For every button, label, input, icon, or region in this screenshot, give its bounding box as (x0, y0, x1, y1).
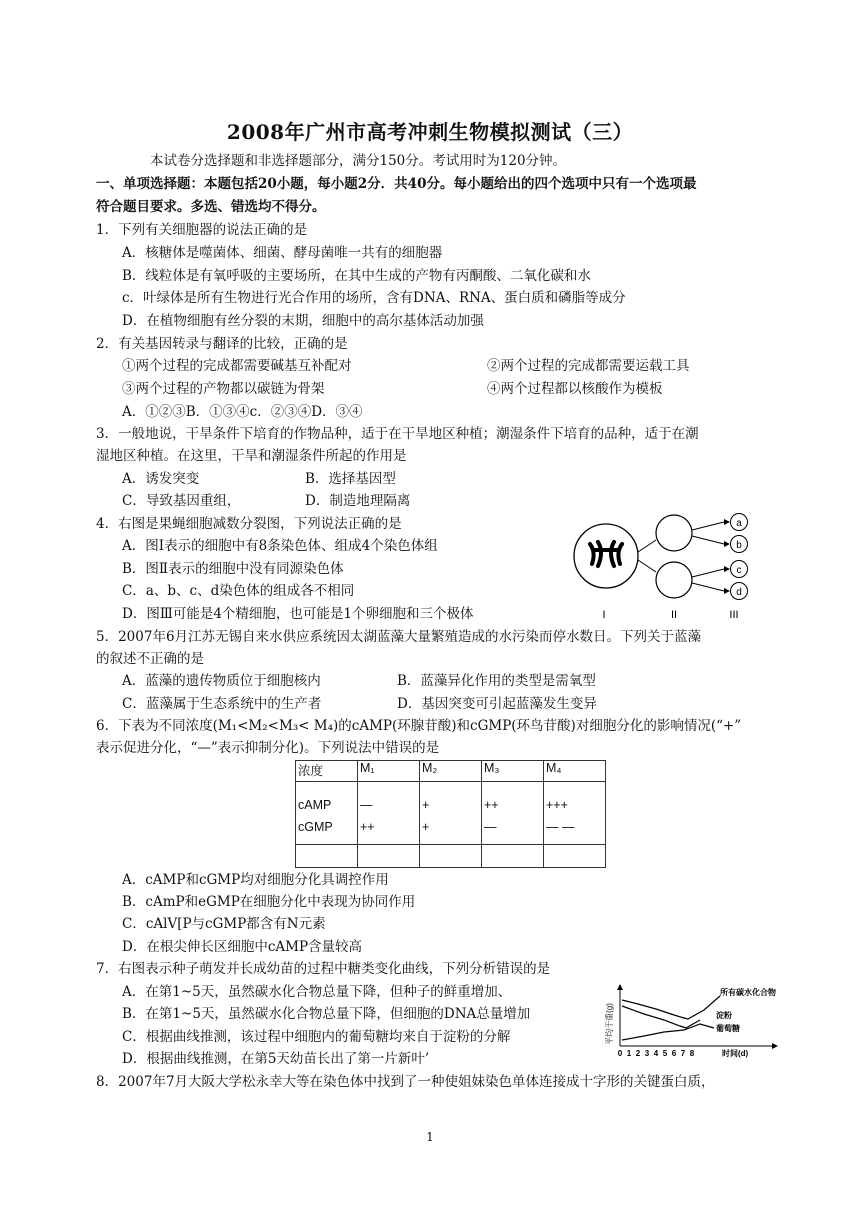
fig-roman-2: II (670, 609, 678, 621)
q3-stem: 3．一般地说，干旱条件下培育的作物品种，适于在干旱地区种植；潮湿条件下培育的品种，适于在潮 (96, 426, 699, 442)
cgmp-m1: ++ (360, 820, 375, 834)
row-label-cgmp: cGMP (298, 820, 333, 834)
q6-stem-cont: 表示促进分化，“—”表示抑制分化)。下列说法中错误的是 (96, 740, 440, 756)
xtick-label: 2 (635, 1049, 641, 1058)
q3-option-c: C．导致基因重组， (122, 493, 241, 509)
q3-option-a: A．诱发突变 (122, 471, 200, 487)
q3-stem-cont: 湿地区种植。在这里，干旱和潮湿条件所起的作用是 (96, 448, 407, 464)
cgmp-m3: — (484, 820, 497, 834)
xtick-label: 1 (626, 1049, 632, 1058)
page-title: 2008年广州市高考冲刺生物模拟测试（三） (226, 120, 634, 144)
table-header-cell: 浓度 (296, 761, 358, 782)
table-cell (420, 782, 482, 845)
q2-options: A．①②③B．①③④c．②③④D．③④ (122, 404, 363, 420)
fig-label-a: a (736, 518, 742, 529)
q6-option-d: D．在根尖伸长区细胞中cAMP含量较高 (122, 939, 363, 955)
cgmp-m2: + (422, 820, 430, 834)
q4-option-b: B．图Ⅱ表示的细胞中没有同源染色体 (122, 561, 344, 577)
xtick-label: 3 (644, 1049, 650, 1058)
q5-option-d: D．基因突变可引起蓝藻发生变异 (397, 696, 597, 712)
fig-xlabel: 时间(d) (722, 1049, 749, 1058)
q4-option-a: A．图Ⅰ表示的细胞中有8条染色体、组成4个染色体组 (122, 538, 438, 554)
q4-stem: 4．右图是果蝇细胞减数分裂图，下列说法正确的是 (96, 516, 402, 532)
table-row-labels (296, 782, 358, 845)
fig-ylabel: 平均干重(g) (605, 1003, 614, 1045)
q7-stem: 7．右图表示种子萌发并长成幼苗的过程中糖类变化曲线，下列分析错误的是 (96, 961, 551, 977)
q5-option-b: B．蓝藻异化作用的类型是需氧型 (397, 673, 596, 689)
xtick-label: 5 (662, 1049, 668, 1058)
series-label-total: 所有碳水化合物 (720, 988, 776, 997)
camp-m2: + (422, 798, 430, 812)
series-label-starch: 淀粉 (716, 1011, 732, 1020)
q3-option-b: B．选择基因型 (305, 471, 396, 487)
table-empty-cell (296, 845, 358, 868)
row-label-camp: cAMP (298, 798, 332, 812)
q6-option-a: A．cAMP和cGMP均对细胞分化具调控作用 (122, 872, 389, 888)
q6-stem: 6．下表为不同浓度(M₁<M₂<M₃< M₄)的cAMP(环腺苷酸)和cGMP(环鸟苷酸)对细胞分化的影响情况(“+” (96, 718, 742, 734)
fig-label-d: d (736, 587, 742, 598)
fig-label-b: b (736, 540, 742, 551)
q7-option-c: C．根据曲线推测，该过程中细胞内的葡萄糖均来自于淀粉的分解 (122, 1029, 511, 1045)
page-number: 1 (426, 1130, 434, 1144)
q1-option-a: A．核糖体是噬菌体、细菌、酵母菌唯一共有的细胞器 (122, 245, 443, 261)
table-header-cell: M₄ (544, 761, 606, 782)
table-empty-cell (358, 845, 420, 868)
camp-m1: — (360, 798, 373, 812)
q2-stem: 2．有关基因转录与翻译的比较，正确的是 (96, 336, 348, 352)
q7-option-a: A．在第1~5天，虽然碳水化合物总量下降，但种子的鲜重增加、 (122, 984, 512, 1000)
cgmp-m4: — — (546, 820, 575, 834)
xtick-label: 8 (689, 1049, 695, 1058)
q5-stem-cont: 的叙述不正确的是 (96, 651, 204, 667)
table-empty-cell (544, 845, 606, 868)
q8-stem: 8．2007年7月大阪大学松永幸大等在染色体中找到了一种使姐妹染色单体连接成十字形的关键蛋白质， (96, 1074, 715, 1090)
q5-stem: 5．2007年6月江苏无锡自来水供应系统因太湖蓝藻大量繁殖造成的水污染而停水数日。下列关于蓝藻 (96, 629, 702, 645)
fig-label-c: c (736, 565, 742, 576)
q2-statement-1: ①两个过程的完成都需要碱基互补配对 (122, 358, 352, 374)
intro-text: 本试卷分选择题和非选择题部分，满分150分。考试用时为120分钟。 (150, 153, 567, 169)
q6-option-b: B．cAmP和eGMP在细胞分化中表现为协同作用 (122, 894, 416, 910)
q3-option-d: D．制造地理隔离 (305, 493, 411, 509)
section-heading: 一、单项选择题：本题包括20小题，每小题2分．共40分。每小题给出的四个选项中只有一个选项最 (96, 176, 697, 192)
concentration-table (295, 760, 606, 868)
table-header-cell: M₂ (420, 761, 482, 782)
q2-statement-3: ③两个过程的产物都以碳链为骨架 (122, 381, 325, 397)
series-label-glucose: 葡萄糖 (716, 1024, 740, 1033)
q1-option-d: D．在植物细胞有丝分裂的末期，细胞中的高尔基体活动加强 (122, 313, 484, 329)
table-header-cell: M₃ (482, 761, 544, 782)
xtick-label: 7 (680, 1049, 686, 1058)
q4-option-d: D．图Ⅲ可能是4个精细胞，也可能是1个卵细胞和三个极体 (122, 606, 474, 622)
q5-option-a: A．蓝藻的遗传物质位于细胞核内 (122, 673, 321, 689)
q2-statement-4: ④两个过程都以核酸作为模板 (487, 381, 663, 397)
xtick-label: 6 (671, 1049, 677, 1058)
fig-roman-3: III (729, 609, 739, 621)
carbohydrate-curve-figure (604, 984, 780, 1060)
q7-option-b: B．在第1~5天，虽然碳水化合物总量下降，但细胞的DNA总量增加 (122, 1006, 531, 1022)
camp-m4: +++ (546, 798, 568, 812)
q1-stem: 1．下列有关细胞器的说法正确的是 (96, 222, 308, 238)
q2-statement-2: ②两个过程的完成都需要运载工具 (487, 358, 690, 374)
camp-m3: ++ (484, 798, 499, 812)
q1-option-b: B．线粒体是有氧呼吸的主要场所，在其中生成的产物有丙酮酸、二氧化碳和水 (122, 268, 591, 284)
table-empty-cell (420, 845, 482, 868)
table-cell (358, 782, 420, 845)
xtick-label: 4 (653, 1049, 659, 1058)
section-heading-cont: 符合题目要求。多选、错选均不得分。 (96, 199, 326, 215)
meiosis-figure (568, 508, 754, 624)
fig-roman-1: I (602, 609, 606, 621)
table-empty-cell (482, 845, 544, 868)
q7-option-d: D．根据曲线推测，在第5天幼苗长出了第一片新叶’ (122, 1051, 430, 1067)
q4-option-c: C．a、b、c、d染色体的组成各不相同 (122, 583, 355, 599)
q5-option-c: C．蓝藻属于生态系统中的生产者 (122, 696, 322, 712)
table-cell (544, 782, 606, 845)
table-header-cell: M₁ (358, 761, 420, 782)
table-cell (482, 782, 544, 845)
xtick-label: 0 (617, 1049, 623, 1058)
q6-option-c: C．cAlV[P与cGMP都含有N元素 (122, 916, 326, 932)
q1-option-c: c．叶绿体是所有生物进行光合作用的场所，含有DNA、RNA、蛋白质和磷脂等成分 (122, 290, 626, 306)
